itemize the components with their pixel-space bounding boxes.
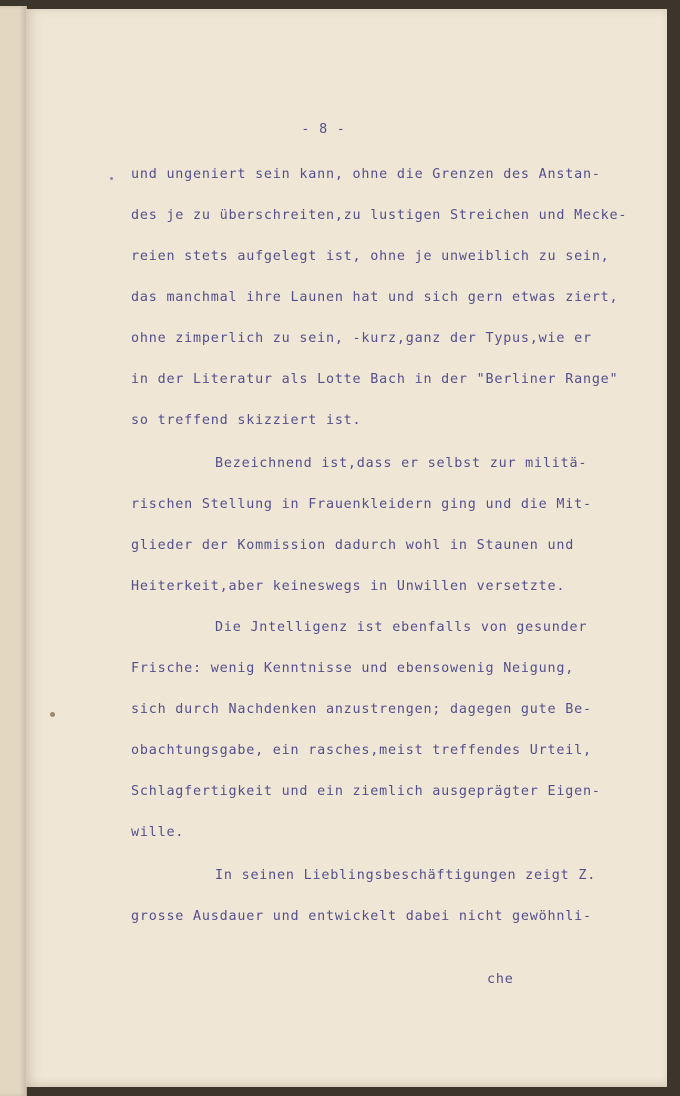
page-number: - 8 - [301, 122, 346, 137]
text-line: des je zu überschreiten,zu lustigen Streichen und Mecke- [131, 208, 628, 223]
text-line: wille. [131, 825, 185, 840]
catchword: che [487, 972, 514, 987]
text-line: grosse Ausdauer und entwickelt dabei nicht gewöhnli- [131, 909, 592, 924]
text-line: Die Jntelligenz ist ebenfalls von gesunder [215, 620, 588, 635]
text-line: reien stets aufgelegt ist, ohne je unweiblich zu sein, [131, 249, 610, 264]
text-line: so treffend skizziert ist. [131, 413, 362, 428]
previous-page-edge [0, 6, 27, 1096]
text-line: Heiterkeit,aber keineswegs in Unwillen versetzte. [131, 579, 566, 594]
text-line: obachtungsgabe, ein rasches,meist treffendes Urteil, [131, 743, 592, 758]
text-line: und ungeniert sein kann, ohne die Grenzen des Anstan- [131, 167, 601, 182]
text-line: das manchmal ihre Launen hat und sich gern etwas ziert, [131, 290, 619, 305]
text-line: in der Literatur als Lotte Bach in der "Berliner Range" [131, 372, 619, 387]
text-line: sich durch Nachdenken anzustrengen; dagegen gute Be- [131, 702, 592, 717]
binding-hole [50, 712, 55, 717]
text-line: Frische: wenig Kenntnisse und ebensowenig Neigung, [131, 661, 575, 676]
text-line: In seinen Lieblingsbeschäftigungen zeigt Z. [215, 868, 597, 883]
text-line: ohne zimperlich zu sein, -kurz,ganz der Typus,wie er [131, 331, 592, 346]
text-line: Bezeichnend ist,dass er selbst zur militä- [215, 456, 588, 471]
text-line: Schlagfertigkeit und ein ziemlich ausgeprägter Eigen- [131, 784, 601, 799]
document-page [26, 9, 667, 1087]
text-line: rischen Stellung in Frauenkleidern ging und die Mit- [131, 497, 592, 512]
text-line: glieder der Kommission dadurch wohl in Staunen und [131, 538, 575, 553]
margin-mark [110, 177, 113, 180]
